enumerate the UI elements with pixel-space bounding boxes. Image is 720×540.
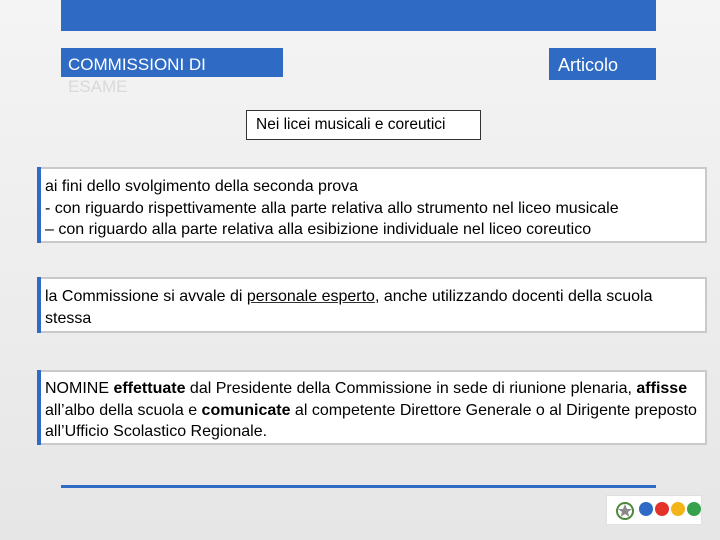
logo-dot-green (687, 502, 701, 516)
card2-text-post: , anche utilizzando docenti della scuola stessa (45, 288, 653, 327)
card-accent-edge (37, 167, 41, 243)
card3-bold-3: comunicate (201, 401, 291, 419)
logo-dot-red (655, 502, 669, 516)
footer-logo (606, 495, 702, 525)
subtitle-box: Nei licei musicali e coreutici (246, 110, 481, 140)
card3-text-4: al competente Direttore Generale o al Dirigente preposto all’Ufficio Scolastico Regionale. (45, 401, 697, 440)
card3-bold-1: effettuate (113, 380, 186, 397)
card3-text-1: NOMINE (45, 380, 114, 397)
top-accent-bar (61, 0, 656, 31)
section-title-line1: COMMISSIONI DI (68, 55, 206, 74)
logo-dot-yellow (671, 502, 685, 516)
logo-dot-blue (639, 502, 653, 516)
section-title-line2: ESAME (68, 77, 128, 96)
card-accent-edge (37, 277, 41, 333)
card3-text-3: all’albo della scuola e (45, 401, 202, 419)
miur-logo-icon (639, 502, 701, 516)
card1-line3: – con riguardo alla parte relativa alla esibizione individuale nel liceo coreutico (45, 221, 592, 238)
card3-bold-2: affisse (636, 380, 688, 397)
info-card-seconda-prova (37, 167, 707, 243)
section-title (61, 48, 283, 96)
card2-text-pre: la Commissione si avvale di (45, 288, 247, 305)
card-accent-edge (37, 370, 41, 445)
bottom-accent-line (61, 485, 656, 488)
info-card-personale-esperto (37, 277, 707, 333)
card1-line2: - con riguardo rispettivamente alla parte relativa allo strumento nel liceo musicale (45, 199, 619, 217)
card2-underlined: personale esperto (246, 288, 375, 305)
italian-republic-emblem-icon (615, 500, 635, 522)
info-card-nomine (37, 370, 707, 445)
card3-text-2: dal Presidente della Commissione in sede di riunione plenaria, (185, 380, 637, 397)
card1-line1: ai fini dello svolgimento della seconda prova (45, 178, 359, 195)
article-label: Articolo (549, 48, 656, 80)
